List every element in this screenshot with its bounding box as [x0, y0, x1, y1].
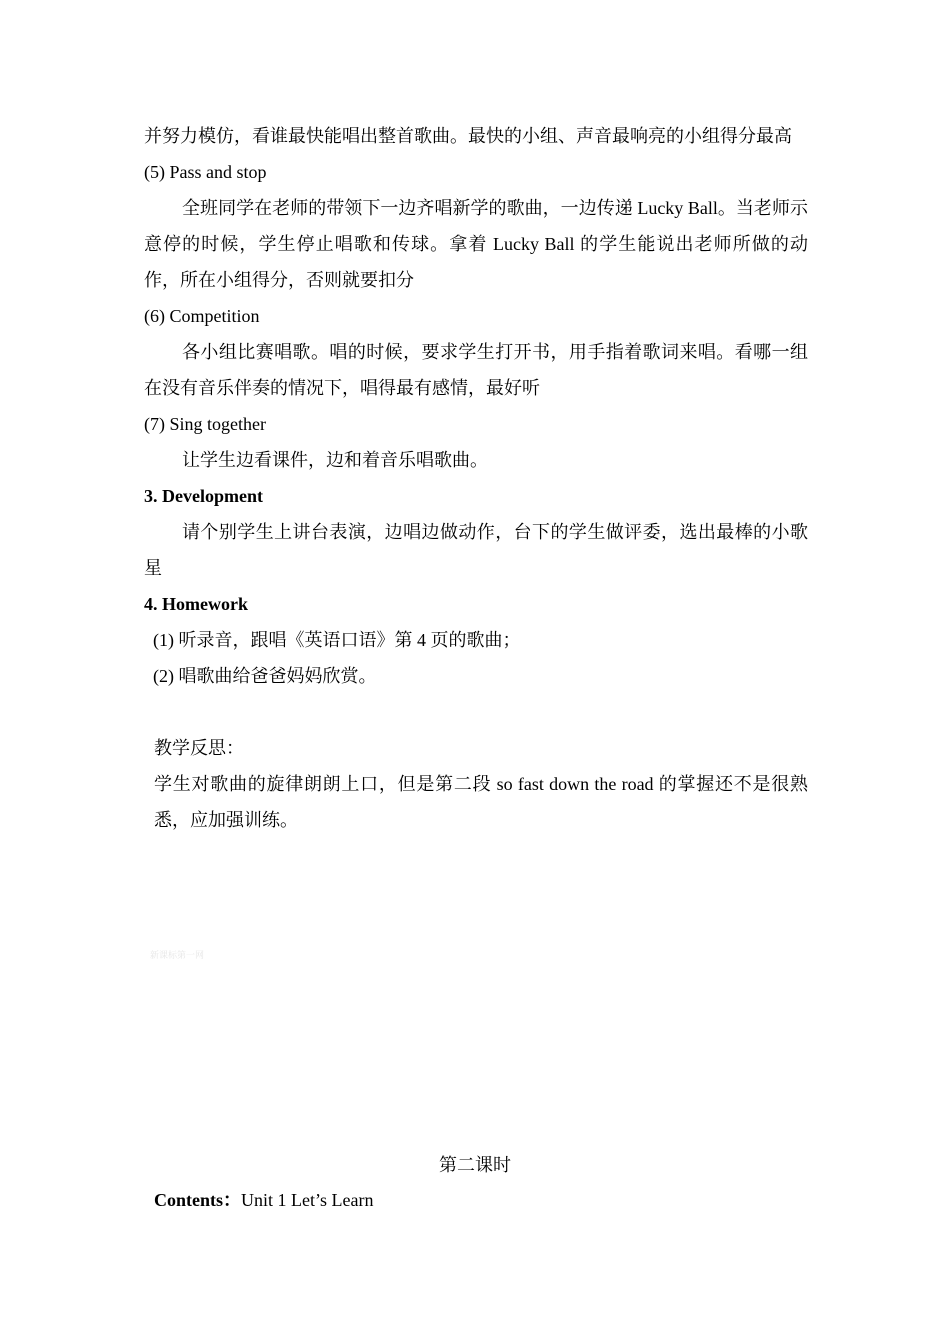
step7-title: (7) Sing together: [144, 414, 266, 434]
homework-heading: 4. Homework: [144, 594, 248, 614]
paragraph-continued: 并努力模仿，看谁最快能唱出整首歌曲。最快的小组、声音最响亮的小组得分最高: [144, 126, 792, 146]
contents-value: Unit 1 Let’s Learn: [241, 1190, 374, 1210]
blank-line: [144, 694, 808, 730]
step5-title: (5) Pass and stop: [144, 162, 267, 182]
step6-text: 各小组比赛唱歌。唱的时候，要求学生打开书，用手指着歌词来唱。看哪一组在没有音乐伴奏的情况下，唱得最有感情，最好听: [144, 342, 808, 398]
document-body: [144, 118, 808, 838]
contents-line: [154, 1185, 373, 1215]
watermark-text: 新课标第一网: [150, 951, 205, 961]
step7-text: 让学生边看课件，边和着音乐唱歌曲。: [182, 450, 488, 470]
development-text: 请个别学生上讲台表演，边唱边做动作，台下的学生做评委，选出最棒的小歌星: [144, 522, 808, 578]
homework-item-2: (2) 唱歌曲给爸爸妈妈欣赏。: [153, 666, 377, 686]
homework-item-1: (1) 听录音，跟唱《英语口语》第 4 页的歌曲；: [153, 630, 521, 650]
reflection-text: 学生对歌曲的旋律朗朗上口，但是第二段 so fast down the road 的掌握还不是很熟悉，应加强训练。: [154, 774, 808, 830]
reflection-heading: 教学反思：: [154, 738, 244, 758]
step6-title: (6) Competition: [144, 306, 260, 326]
development-heading: 3. Development: [144, 486, 263, 506]
contents-label: Contents：: [154, 1190, 242, 1210]
lesson-title: 第二课时: [439, 1155, 511, 1175]
step5-text: 全班同学在老师的带领下一边齐唱新学的歌曲，一边传递 Lucky Ball。当老师示意停的时候，学生停止唱歌和传球。拿着 Lucky Ball 的学生能说出老师所做的动作，所在小组得分，否则就要扣分: [144, 198, 808, 290]
